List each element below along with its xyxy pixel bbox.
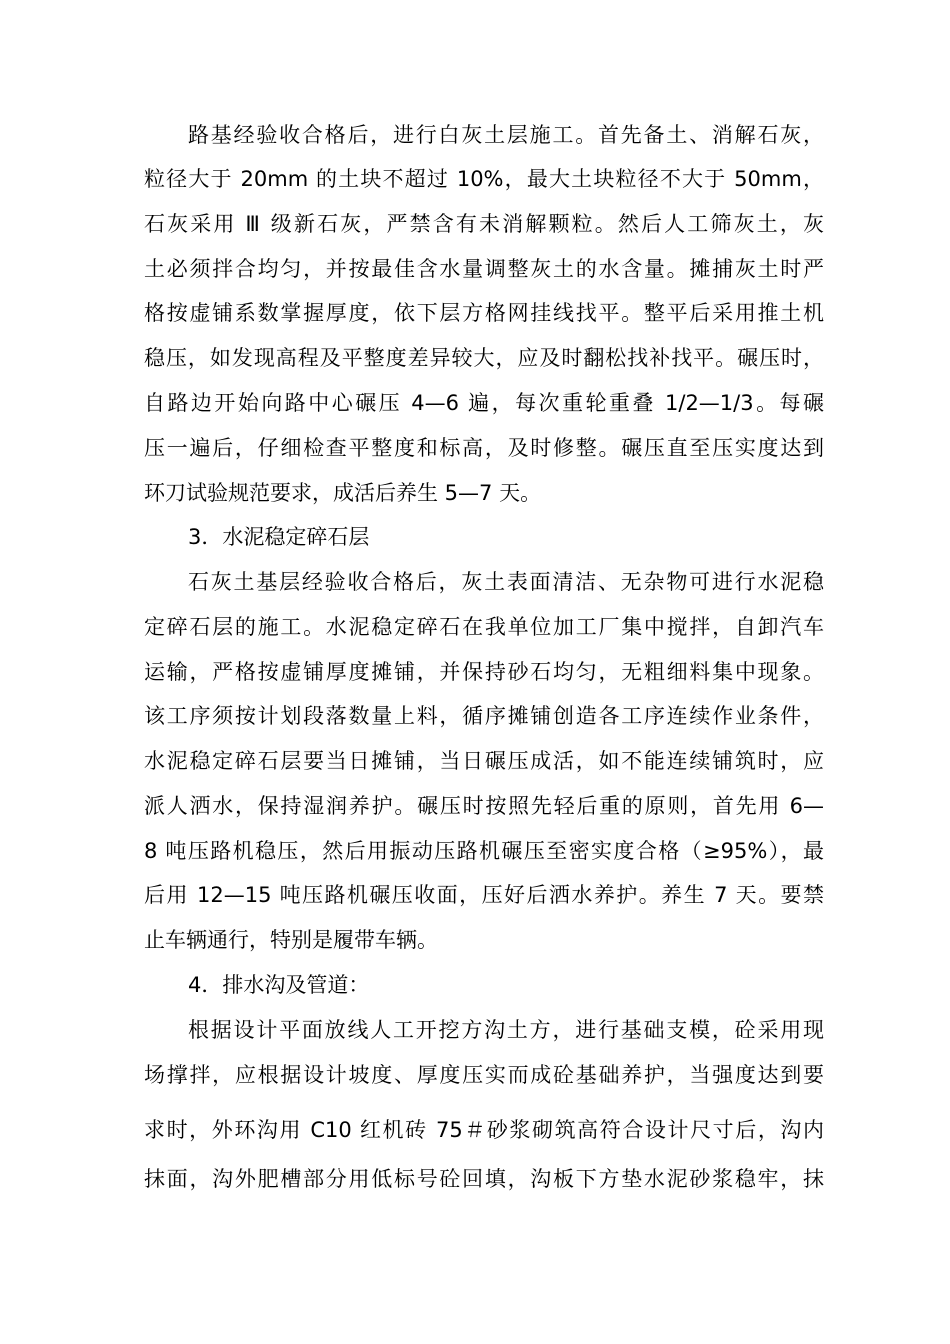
paragraph-3-line-3: 求时，外环沟用 C10 红机砖 75＃砂浆砌筑高符合设计尺寸后，沟内 — [144, 1118, 824, 1142]
paragraph-1-line-5: 格按虚铺系数掌握厚度，依下层方格网挂线找平。整平后采用推土机 — [144, 301, 824, 325]
paragraph-2-line-6: 派人洒水，保持湿润养护。碾压时按照先轻后重的原则，首先用 6— — [144, 794, 824, 818]
paragraph-1-line-2: 粒径大于 20mm 的土块不超过 10%，最大土块粒径不大于 50mm， — [144, 167, 824, 191]
section-heading-4: 4．排水沟及管道： — [188, 973, 370, 997]
paragraph-1-line-6: 稳压，如发现高程及平整度差异较大，应及时翻松找补找平。碾压时， — [144, 346, 824, 370]
paragraph-1-line-7: 自路边开始向路中心碾压 4—6 遍，每次重轮重叠 1/2—1/3。每碾 — [144, 391, 824, 415]
paragraph-2-line-5: 水泥稳定碎石层要当日摊铺，当日碾压成活，如不能连续铺筑时，应 — [144, 749, 824, 773]
paragraph-2-line-2: 定碎石层的施工。水泥稳定碎石在我单位加工厂集中搅拌，自卸汽车 — [144, 615, 824, 639]
paragraph-3-line-4: 抹面，沟外肥槽部分用低标号砼回填，沟板下方垫水泥砂浆稳牢，抹 — [144, 1167, 824, 1191]
paragraph-1-line-9: 环刀试验规范要求，成活后养生 5—7 天。 — [144, 481, 542, 505]
paragraph-2-line-7: 8 吨压路机稳压，然后用振动压路机碾压至密实度合格（≥95%），最 — [144, 839, 824, 863]
paragraph-1-line-3: 石灰采用 Ⅲ 级新石灰，严禁含有未消解颗粒。然后人工筛灰土，灰 — [144, 212, 824, 236]
paragraph-2-line-3: 运输，严格按虚铺厚度摊铺，并保持砂石均匀，无粗细料集中现象。 — [144, 660, 824, 684]
paragraph-1-line-4: 土必须拌合均匀，并按最佳含水量调整灰土的水含量。摊捕灰土时严 — [144, 257, 824, 281]
paragraph-2-line-8: 后用 12—15 吨压路机碾压收面，压好后洒水养护。养生 7 天。要禁 — [144, 883, 824, 907]
paragraph-3-line-2: 场撑拌，应根据设计坡度、厚度压实而成砼基础养护，当强度达到要 — [144, 1063, 824, 1087]
paragraph-2-line-4: 该工序须按计划段落数量上料，循序摊铺创造各工序连续作业条件， — [144, 704, 824, 728]
paragraph-3-line-1: 根据设计平面放线人工开挖方沟土方，进行基础支模，砼采用现 — [188, 1018, 824, 1042]
paragraph-1-line-1: 路基经验收合格后，进行白灰土层施工。首先备土、消解石灰， — [188, 123, 824, 147]
paragraph-1-line-8: 压一遍后，仔细检查平整度和标高，及时修整。碾压直至压实度达到 — [144, 436, 824, 460]
paragraph-2-line-9: 止车辆通行，特别是履带车辆。 — [144, 928, 438, 952]
section-heading-3: 3．水泥稳定碎石层 — [188, 525, 370, 549]
paragraph-2-line-1: 石灰土基层经验收合格后，灰土表面清洁、无杂物可进行水泥稳 — [188, 570, 824, 594]
